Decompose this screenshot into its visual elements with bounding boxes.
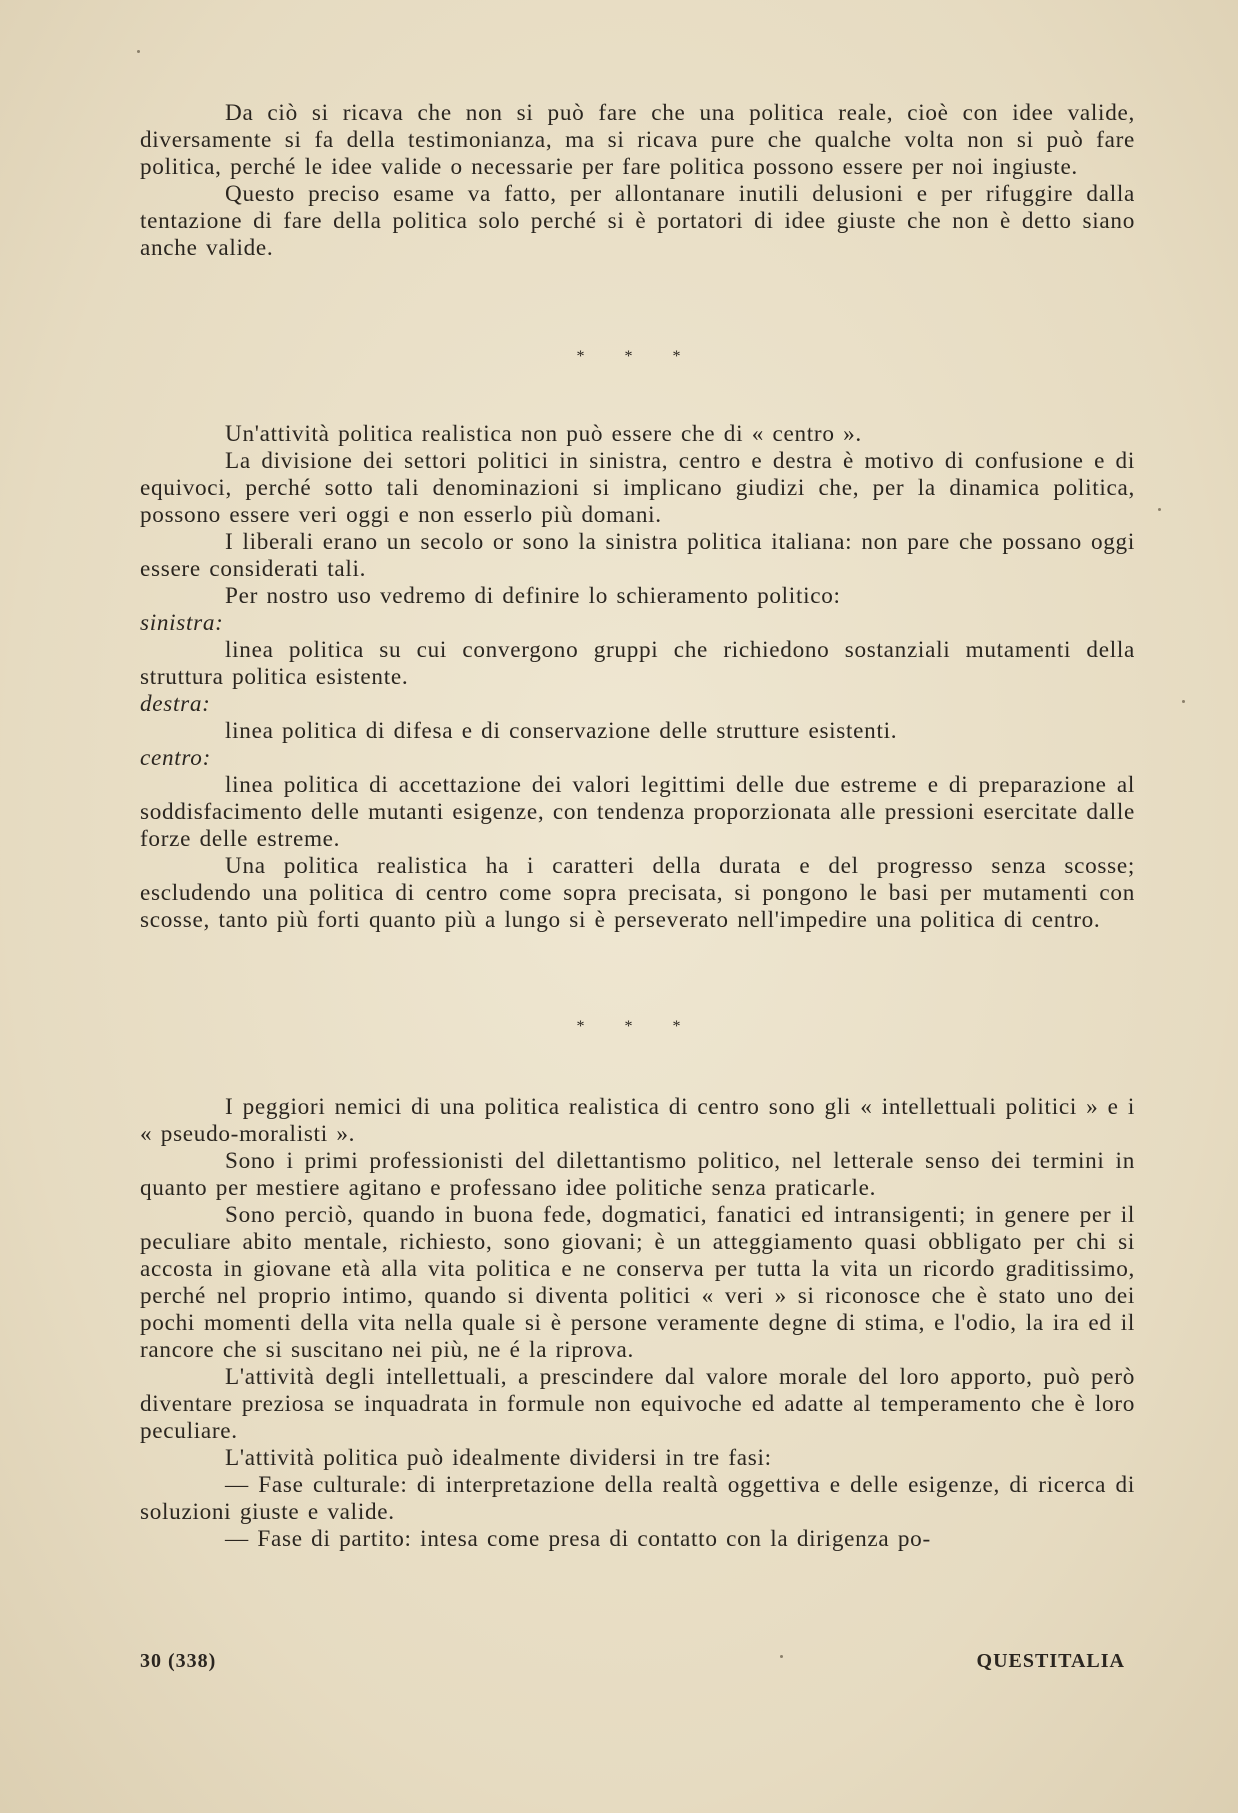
section-1 — [140, 100, 1135, 262]
paragraph: L'attività degli intellettuali, a prescindere dal valore morale del loro apporto, può però diventare preziosa se inquadrata in formule non equivoche ed adatte al temperamento che è loro peculiare. — [140, 1364, 1135, 1444]
paper-speck — [137, 50, 140, 53]
paragraph: I peggiori nemici di una politica realistica di centro sono gli « intellettuali politici » e i « pseudo-moralisti ». — [140, 1094, 1135, 1147]
paragraph: Sono i primi professionisti del dilettantismo politico, nel letterale senso dei termini in quanto per mestiere agitano e professano idee politiche senza praticarle. — [140, 1148, 1135, 1201]
paragraph: I liberali erano un secolo or sono la sinistra politica italiana: non pare che possano oggi essere considerati tali. — [140, 529, 1135, 582]
paragraph: La divisione dei settori politici in sinistra, centro e destra è motivo di confusione e di equivoci, perché sotto tali denominazioni si implicano giudizi che, per la dinamica politica, possono essere veri oggi e non esserlo più domani. — [140, 448, 1135, 528]
section-3 — [140, 1094, 1135, 1553]
journal-title: QUESTITALIA — [976, 1650, 1125, 1672]
definition-term-destra: destra: — [140, 691, 211, 717]
definition-text: linea politica di accettazione dei valori legittimi delle due estreme e di preparazione al soddisfacimento delle mutanti esigenze, con tendenza proporzionata alle pressioni esercitate dalle forze delle estreme. — [140, 772, 1135, 852]
paragraph: Questo preciso esame va fatto, per allontanare inutili delusioni e per rifuggire dalla tentazione di fare della politica solo perché si è portatori di idee giuste che non è detto siano anche valide. — [140, 181, 1135, 261]
definition-term-sinistra: sinistra: — [140, 610, 224, 636]
paragraph: Un'attività politica realistica non può essere che di « centro ». — [225, 421, 862, 447]
section-2 — [140, 421, 1135, 934]
section-separator: * * * — [576, 1018, 699, 1035]
list-item: — Fase culturale: di interpretazione della realtà oggettiva e delle esigenze, di ricerca di soluzioni giuste e valide. — [140, 1472, 1135, 1525]
page-number: 30 (338) — [140, 1650, 217, 1672]
paragraph: Sono perciò, quando in buona fede, dogmatici, fanatici ed intransigenti; in genere per il peculiare abito mentale, richiesto, sono giovani; è un atteggiamento quasi obbligato per chi si accosta in giovane età alla vita politica e ne conserva per tutta la vita un ricordo graditissimo, perché nel proprio intimo, quando si diventa politici « veri » si riconosce che è stato uno dei pochi momenti della vita nella quale si è persone veramente degne di stima, e l'odio, la ira ed il rancore che si suscitano nei più, ne é la riprova. — [140, 1202, 1135, 1363]
definition-text: linea politica di difesa e di conservazione delle strutture esistenti. — [225, 718, 898, 744]
section-separator: * * * — [576, 348, 699, 365]
paper-speck — [1158, 508, 1161, 511]
paragraph: L'attività politica può idealmente dividersi in tre fasi: — [225, 1445, 772, 1471]
paragraph: Da ciò si ricava che non si può fare che una politica reale, cioè con idee valide, diversamente si fa della testimonianza, ma si ricava pure che qualche volta non si può fare politica, perché le idee valide o necessarie per fare politica possono essere per noi ingiuste. — [140, 100, 1135, 180]
definition-text: linea politica su cui convergono gruppi che richiedono sostanziali mutamenti della struttura politica esistente. — [140, 637, 1135, 690]
paragraph: Una politica realistica ha i caratteri della durata e del progresso senza scosse; escludendo una politica di centro come sopra precisata, si pongono le basi per mutamenti con scosse, tanto più forti quanto più a lungo si è perseverato nell'impedire una politica di centro. — [140, 853, 1135, 933]
list-item: — Fase di partito: intesa come presa di contatto con la dirigenza po- — [225, 1526, 931, 1552]
paper-speck — [1182, 700, 1185, 703]
paragraph: Per nostro uso vedremo di definire lo schieramento politico: — [225, 583, 841, 609]
paper-speck — [780, 1655, 783, 1658]
definition-term-centro: centro: — [140, 745, 211, 771]
